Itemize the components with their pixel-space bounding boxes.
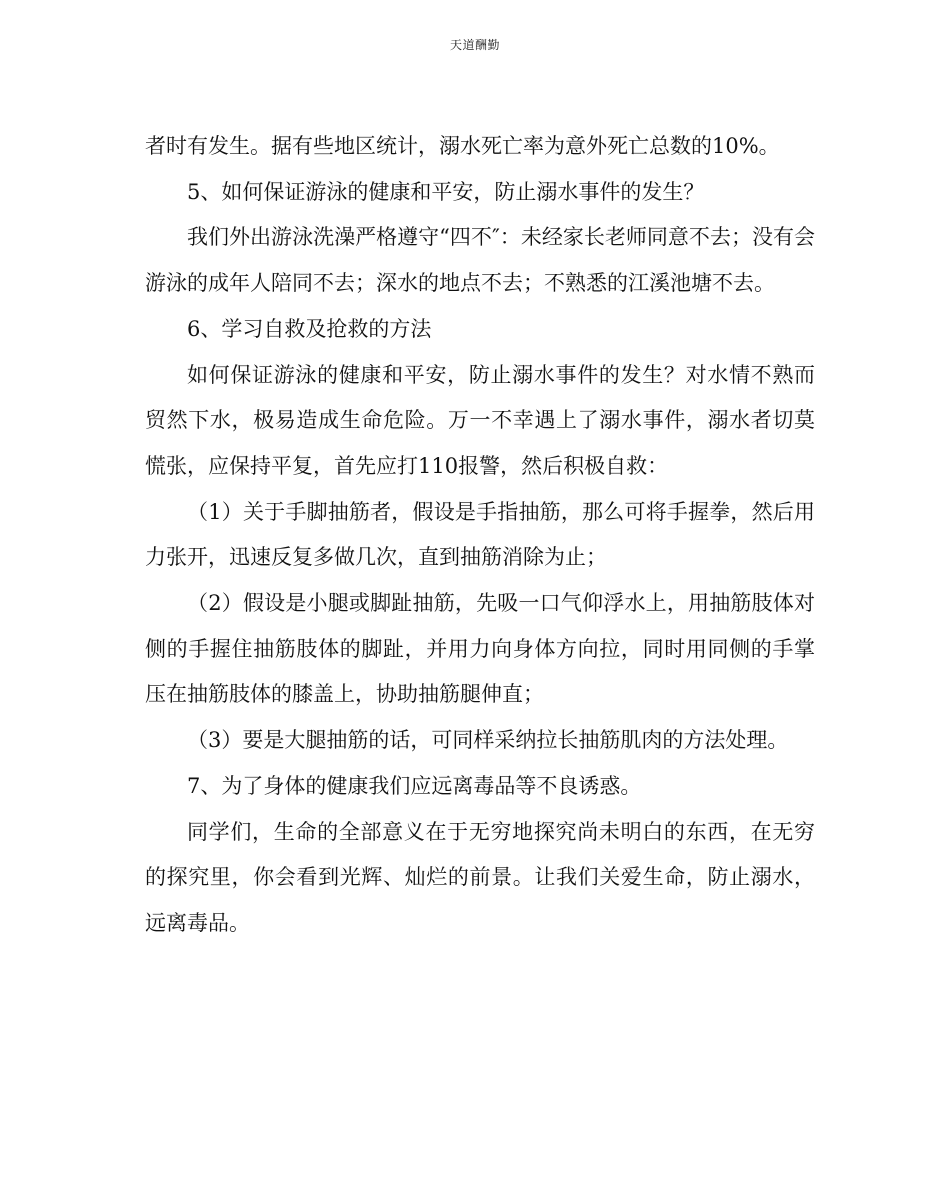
section-heading-7: 7、为了身体的健康我们应远离毒品等不良诱惑。 [187, 773, 642, 798]
paragraph-continuation: 者时有发生。据有些地区统计，溺水死亡率为意外死亡总数的10%。 [145, 134, 780, 158]
page-header: 天道酬勤 [449, 38, 500, 52]
section-heading-5: 5、如何保证游泳的健康和平安，防止溺水事件的发生？ [187, 179, 705, 204]
document-body [145, 124, 815, 947]
paragraph-four-rules: 我们外出游泳洗澡严格遵守“四不″：未经家长老师同意不去；没有会游泳的成年人陪同不去；深水的地点不去；不熟悉的江溪池塘不去。 [145, 225, 815, 296]
list-item-1: （1）关于手脚抽筋者，假设是手指抽筋，那么可将手握拳，然后用力张开，迅速反复多做几次，直到抽筋消除为止； [145, 499, 815, 570]
list-item-2: （2）假设是小腿或脚趾抽筋，先吸一口气仰浮水上，用抽筋肢体对侧的手握住抽筋肢体的脚趾，并用力向身体方向拉，同时用同侧的手掌压在抽筋肢体的膝盖上，协助抽筋腿伸直； [145, 591, 815, 707]
section-heading-6: 6、学习自救及抢救的方法 [187, 316, 432, 341]
list-item-3: （3）要是大腿抽筋的话，可同样采纳拉长抽筋肌肉的方法处理。 [187, 728, 789, 753]
paragraph-self-rescue-intro: 如何保证游泳的健康和平安，防止溺水事件的发生？对水情不熟而贸然下水，极易造成生命危险。万一不幸遇上了溺水事件，溺水者切莫慌张，应保持平复，首先应打110报警，然后积极自救： [145, 362, 815, 478]
paragraph-closing: 同学们，生命的全部意义在于无穷地探究尚未明白的东西，在无穷的探究里，你会看到光辉、灿烂的前景。让我们关爱生命，防止溺水，远离毒品。 [145, 819, 815, 935]
